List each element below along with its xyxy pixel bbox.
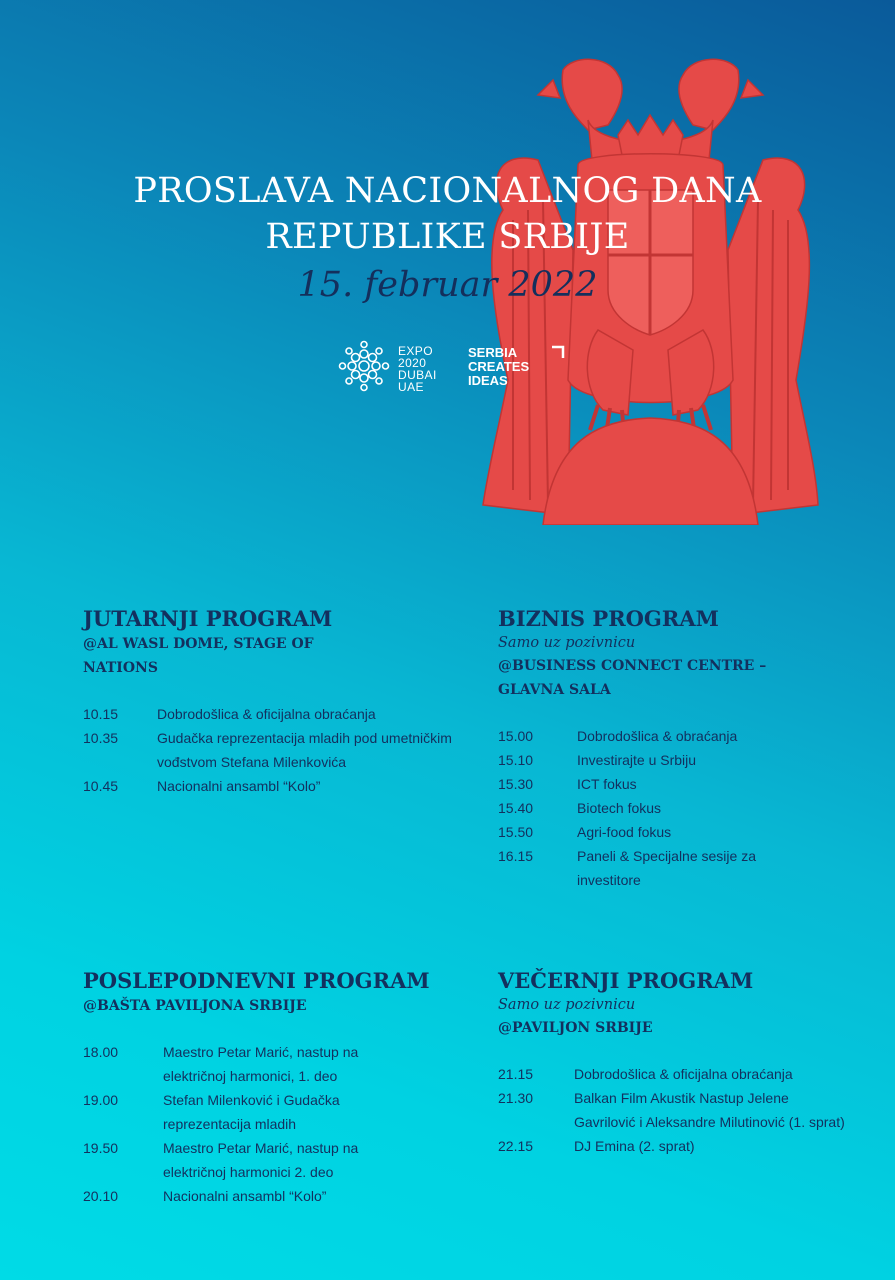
- expo-line-1: EXPO: [398, 344, 433, 358]
- program-venue: @PAVILJON SRBIJE: [498, 1020, 653, 1036]
- event-row: [498, 1134, 878, 1158]
- expo-line-2: 2020: [398, 356, 427, 370]
- event-row: [83, 702, 473, 726]
- program-invitation-note: Samo uz pozivnicu: [498, 997, 636, 1013]
- sci-line-2: CREATES: [468, 359, 530, 374]
- event-time: 15.00: [498, 728, 534, 744]
- program-vecernji: [498, 968, 878, 1158]
- expo-line-3: DUBAI: [398, 368, 437, 382]
- event-row: [83, 726, 473, 774]
- event-row: [498, 724, 878, 748]
- expo-line-4: UAE: [398, 380, 424, 394]
- event-time: 21.30: [498, 1090, 534, 1106]
- program-biznis: [498, 606, 878, 892]
- corner-bracket-icon: [551, 345, 565, 359]
- event-row: [83, 1136, 473, 1184]
- event-time: 19.50: [83, 1140, 119, 1156]
- program-venue: @BUSINESS CONNECT CENTRE – GLAVNA SALA: [498, 658, 767, 698]
- event-list: [83, 702, 473, 798]
- program-title: JUTARNJI PROGRAM: [83, 606, 333, 631]
- event-row: [498, 1062, 878, 1086]
- event-row: [498, 772, 878, 796]
- event-time: 10.35: [83, 730, 119, 746]
- program-title: VEČERNJI PROGRAM: [498, 968, 754, 993]
- event-time: 10.15: [83, 706, 119, 722]
- program-venue: @BAŠTA PAVILJONA SRBIJE: [83, 998, 307, 1014]
- event-description: Biotech fokus: [577, 800, 662, 816]
- event-list: [83, 1040, 473, 1208]
- event-description: Agri-food fokus: [577, 824, 672, 840]
- event-description: Dobrodošlica & oficijalna obraćanja: [157, 706, 376, 722]
- event-description: DJ Emina (2. sprat): [574, 1138, 695, 1154]
- program-invitation-note: Samo uz pozivnicu: [498, 635, 636, 651]
- sci-line-3: IDEAS: [468, 373, 508, 388]
- event-time: 22.15: [498, 1138, 534, 1154]
- event-row: [498, 820, 878, 844]
- event-time: 15.50: [498, 824, 534, 840]
- event-description: Stefan Milenković i Gudačka reprezentacija mladih: [163, 1092, 340, 1132]
- event-description: Dobrodošlica & obraćanja: [577, 728, 738, 744]
- event-description: ICT fokus: [577, 776, 637, 792]
- event-row: [498, 796, 878, 820]
- sponsor-logos: [338, 340, 578, 400]
- event-time: 15.30: [498, 776, 534, 792]
- event-description: Nacionalni ansambl “Kolo”: [157, 778, 321, 794]
- event-date: 15. februar 2022: [297, 265, 598, 305]
- event-time: 16.15: [498, 848, 534, 864]
- event-row: [498, 748, 878, 772]
- expo-2020-logo-text: [398, 345, 437, 393]
- event-time: 10.45: [83, 778, 119, 794]
- program-jutarnji: [83, 606, 473, 798]
- serbia-creates-ideas-logo: [468, 346, 529, 388]
- event-description: Gudačka reprezentacija mladih pod umetničkim vođstvom Stefana Milenkovića: [157, 730, 452, 770]
- program-title: BIZNIS PROGRAM: [498, 606, 719, 631]
- event-list: [498, 724, 878, 892]
- program-venue: @AL WASL DOME, STAGE OF NATIONS: [83, 636, 314, 676]
- event-time: 19.00: [83, 1092, 119, 1108]
- event-time: 18.00: [83, 1044, 119, 1060]
- event-description: Maestro Petar Marić, nastup na električnoj harmonici, 1. deo: [163, 1044, 359, 1084]
- event-title-block: [0, 168, 895, 308]
- title-line-2: REPUBLIKE SRBIJE: [265, 217, 630, 257]
- expo-2020-logo-icon: [338, 340, 390, 392]
- event-row: [83, 1088, 473, 1136]
- program-title: POSLEPODNEVNI PROGRAM: [83, 968, 430, 993]
- program-poslepodnevni: [83, 968, 473, 1208]
- event-time: 15.10: [498, 752, 534, 768]
- event-description: Balkan Film Akustik Nastup Jelene Gavrilović i Aleksandre Milutinović (1. sprat): [574, 1090, 845, 1130]
- event-time: 20.10: [83, 1188, 119, 1204]
- event-time: 15.40: [498, 800, 534, 816]
- event-row: [83, 1184, 473, 1208]
- event-description: Investirajte u Srbiju: [577, 752, 697, 768]
- event-row: [498, 1086, 878, 1134]
- event-description: Maestro Petar Marić, nastup na električnoj harmonici 2. deo: [163, 1140, 359, 1180]
- event-list: [498, 1062, 878, 1158]
- title-line-1: PROSLAVA NACIONALNOG DANA: [133, 171, 762, 211]
- event-time: 21.15: [498, 1066, 534, 1082]
- event-description: Dobrodošlica & oficijalna obraćanja: [574, 1066, 793, 1082]
- event-description: Nacionalni ansambl “Kolo”: [163, 1188, 327, 1204]
- event-row: [498, 844, 878, 892]
- event-row: [83, 1040, 473, 1088]
- event-row: [83, 774, 473, 798]
- event-description: Paneli & Specijalne sesije za investitore: [577, 848, 756, 888]
- sci-line-1: SERBIA: [468, 345, 518, 360]
